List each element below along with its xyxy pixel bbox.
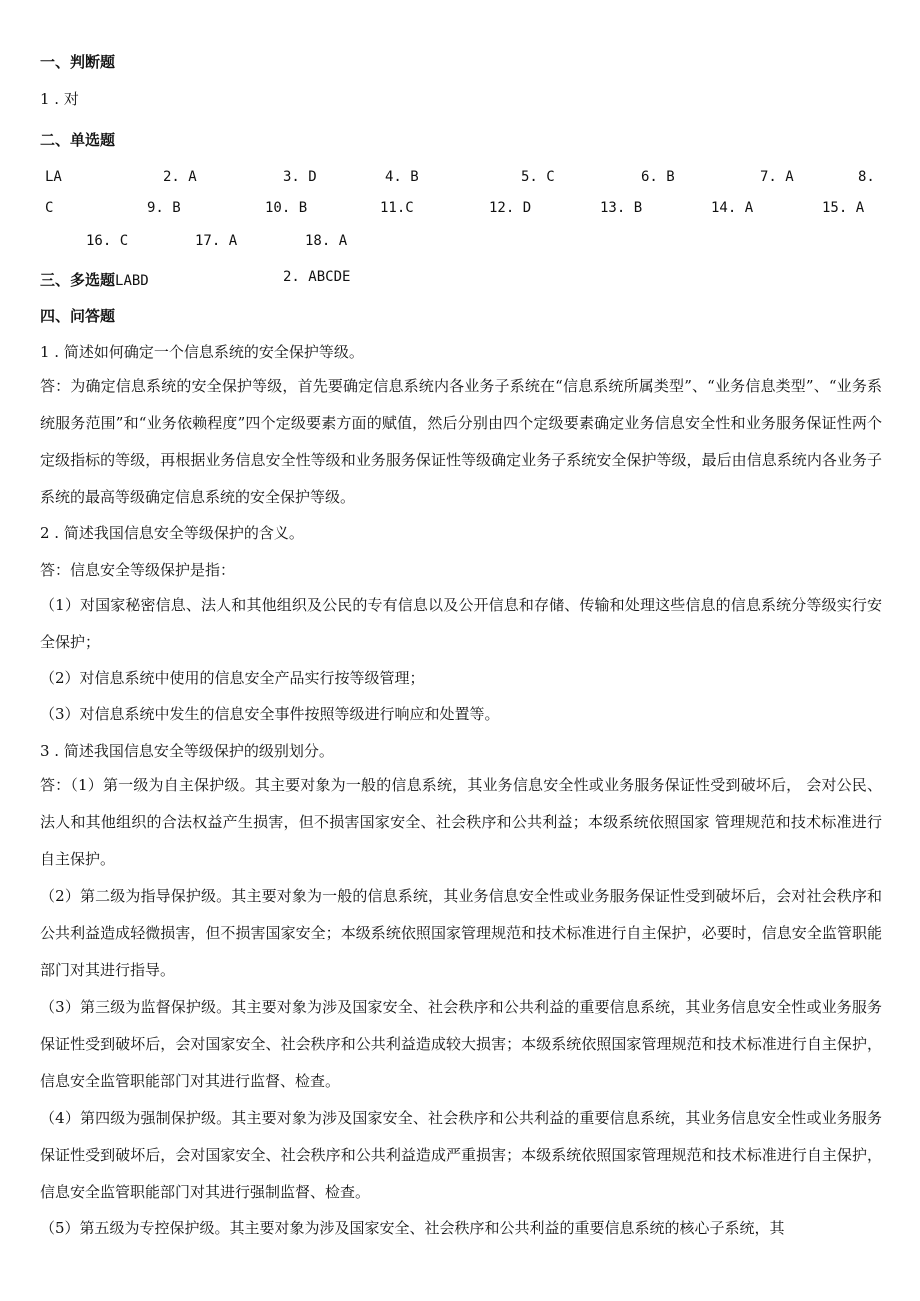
question-1: 1 . 简述如何确定一个信息系统的安全保护等级。 [40, 343, 364, 361]
multi-choice-title: 三、多选题 [40, 271, 116, 289]
single-answer: 7. A [760, 169, 794, 185]
section-heading-judgment: 一、判断题 [40, 53, 116, 71]
single-answer: 3. D [283, 169, 317, 185]
single-answer: 9. B [147, 200, 181, 216]
answer-1: 答：为确定信息系统的安全保护等级，首先要确定信息系统内各业务子系统在“信息系统所属类型”、“业务信息类型”、“业务系统服务范围”和“业务依赖程度”四个定级要素方面的赋值，然后分别由四个定级要素确定业务信息安全性和业务服务保证性两个定级指标的等级，再根据业务信息安全性等级和业务服务保证性等级确定业务子系统安全保护等级，最后由信息系统内各业务子系统的最高等级确定信息系统的安全保护等级。 [40, 377, 882, 506]
answer-2-point-3: （3）对信息系统中发生的信息安全事件按照等级进行响应和处置等。 [40, 705, 500, 723]
answer-3-level-2: （2）第二级为指导保护级。其主要对象为一般的信息系统，其业务信息安全性或业务服务保证性受到破坏后，会对社会秩序和公共利益造成轻微损害，但不损害国家安全；本级系统依照国家管理规范和技术标准进行自主保护，必要时，信息安全监管职能部门对其进行指导。 [40, 887, 882, 979]
question-3: 3 . 简述我国信息安全等级保护的级别划分。 [40, 742, 334, 760]
single-answer: 17. A [195, 233, 238, 249]
single-answer: 14. A [711, 200, 754, 216]
section-heading-single-choice: 二、单选题 [40, 131, 116, 149]
multi-answer: LABD [115, 273, 149, 289]
answer-3-level-1: 答：（1）第一级为自主保护级。其主要对象为一般的信息系统，其业务信息安全性或业务服务保证性受到破坏后， 会对公民、法人和其他组织的合法权益产生损害，但不损害国家安全、社会秩序和公共利益；本级系统依照国家 管理规范和技术标准进行自主保护。 [40, 776, 882, 868]
single-answer: 2. A [163, 169, 197, 185]
answer-3-level-4: （4）第四级为强制保护级。其主要对象为涉及国家安全、社会秩序和公共利益的重要信息系统，其业务信息安全性或业务服务保证性受到破坏后，会对国家安全、社会秩序和公共利益造成严重损害；本级系统依照国家管理规范和技术标准进行自主保护，信息安全监管职能部门对其进行强制监督、检查。 [40, 1109, 882, 1201]
single-answer: C [45, 200, 54, 216]
single-answer: 10. B [265, 200, 308, 216]
single-answer: 18. A [305, 233, 348, 249]
single-answer: 8. [858, 169, 875, 185]
answer-3-level-3: （3）第三级为监督保护级。其主要对象为涉及国家安全、社会秩序和公共利益的重要信息系统，其业务信息安全性或业务服务保证性受到破坏后，会对国家安全、社会秩序和公共利益造成较大损害；本级系统依照国家管理规范和技术标准进行自主保护，信息安全监管职能部门对其进行监督、检查。 [40, 998, 882, 1090]
single-answer: 4. B [385, 169, 419, 185]
question-2: 2 . 简述我国信息安全等级保护的含义。 [40, 524, 304, 542]
single-answer: LA [45, 169, 62, 185]
section-heading-qa: 四、问答题 [40, 307, 116, 325]
single-answer: 12. D [489, 200, 532, 216]
multi-answer: 2. ABCDE [283, 269, 351, 285]
judgment-answer: 1 . 对 [40, 90, 79, 108]
answer-2-intro: 答：信息安全等级保护是指： [40, 561, 236, 579]
answer-2-point-1: （1）对国家秘密信息、法人和其他组织及公民的专有信息以及公开信息和存储、传输和处理这些信息的信息系统分等级实行安全保护； [40, 596, 882, 651]
single-answer: 6. B [641, 169, 675, 185]
single-answer: 15. A [822, 200, 865, 216]
section-heading-multi-choice [40, 269, 149, 290]
single-answer: 5. C [521, 169, 555, 185]
single-answer: 11.C [380, 200, 414, 216]
answer-3-level-5: （5）第五级为专控保护级。其主要对象为涉及国家安全、社会秩序和公共利益的重要信息系统的核心子系统，其 [40, 1219, 785, 1237]
single-answer: 13. B [600, 200, 643, 216]
answer-2-point-2: （2）对信息系统中使用的信息安全产品实行按等级管理； [40, 669, 425, 687]
single-answer: 16. C [86, 233, 129, 249]
